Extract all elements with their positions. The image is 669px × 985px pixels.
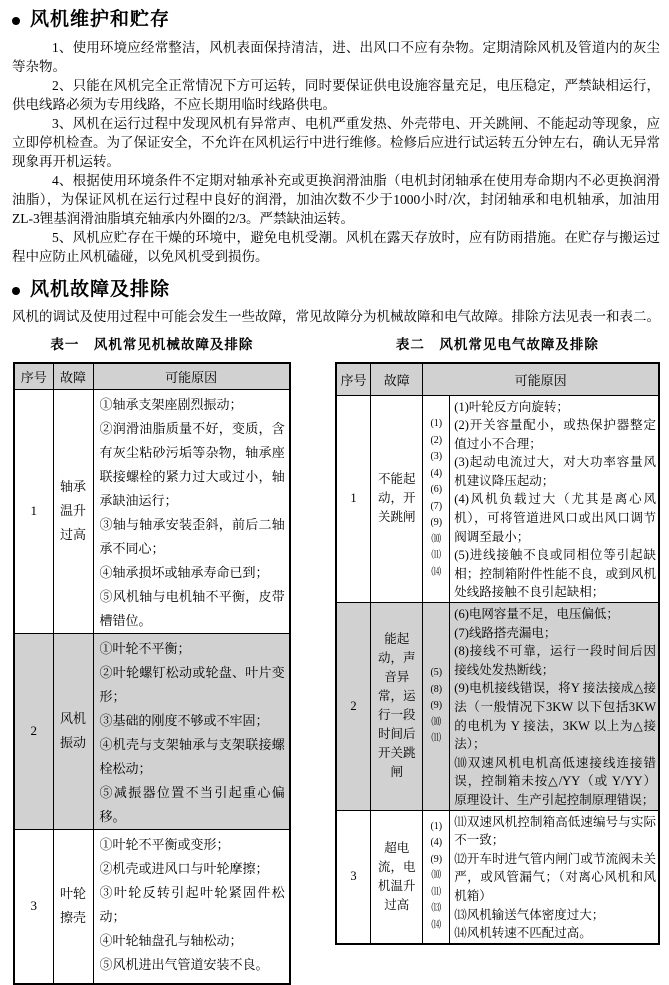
header-cell-fault: 故障 xyxy=(371,363,423,395)
electrical-fault-table-wrap xyxy=(335,336,660,945)
cause-line: ⑾双速风机控制箱高低速编号与实际不一致； xyxy=(454,814,656,848)
cause-line: ⒀风机输送气体密度过大； xyxy=(454,907,605,922)
paragraph: 1、使用环境应经常整洁，风机表面保持清洁，进、出风口不应有杂物。定期清除风机及管道内的灰尘等杂物。 xyxy=(12,40,660,74)
cause-line: ⑤减振器位置不当引起重心偏移。 xyxy=(99,784,285,824)
cause-line: (4)风机负载过大（尤其是离心风机），可将管道进风口或出风口调节阀调至最小； xyxy=(454,492,656,544)
ref-number: ⑾ xyxy=(431,733,442,745)
row-number-cell: 3 xyxy=(14,829,53,984)
ref-number: ⑾ xyxy=(431,550,442,562)
ref-number: ⒀ xyxy=(431,903,442,915)
cause-line: (7)线路搭壳漏电； xyxy=(454,625,557,640)
ref-number: ⑽ xyxy=(431,533,442,545)
cause-line: ①轴承支架座剧烈振动； xyxy=(99,396,243,412)
ref-number: ⑽ xyxy=(431,870,442,882)
paragraph: 5、风机应贮存在干燥的环境中，避免电机受潮。风机在露天存放时，应有防雨措施。在贮存与搬运过程中应防止风机磕碰，以免风机受到损伤。 xyxy=(12,230,660,264)
ref-number: ⑾ xyxy=(431,886,442,898)
mechanical-fault-table xyxy=(13,362,291,985)
causes-cell xyxy=(450,603,659,811)
causes-cell xyxy=(450,395,659,603)
causes-cell xyxy=(450,810,659,944)
paragraph: 2、只能在风机完全正常情况下方可运转，同时要保证供电设施容量充足，电压稳定，严禁缺相运行，供电线路必须为专用线路，不应长期用临时线路供电。 xyxy=(12,78,660,112)
cause-ref-numbers-cell xyxy=(423,603,450,811)
paragraph: 3、风机在运行过程中发现风机有异常声、电机严重发热、外壳带电、开关跳闸、不能起动等现象，应立即停机检查。为了保证安全，不允许在风机运行中进行维修。检修后应进行试运转五分钟左右，确认无异常现象再开机运转。 xyxy=(12,116,660,169)
fault-cell: 轴承温升过高 xyxy=(53,389,93,633)
causes-cell xyxy=(93,633,290,829)
cause-line: ②机壳或进风口与叶轮摩擦； xyxy=(99,860,269,876)
fault-cell: 超电流，电机温升过高 xyxy=(371,810,423,944)
cause-line: (6)电网容量不足，电压偏低； xyxy=(454,607,619,622)
cause-line: ⒁风机转速不匹配过高。 xyxy=(454,926,592,941)
ref-number: (1) xyxy=(430,418,443,430)
fault-cell: 叶轮擦壳 xyxy=(53,829,93,984)
ref-number: (1) xyxy=(430,820,443,832)
header-cell-fault: 故障 xyxy=(53,363,93,389)
table-row xyxy=(336,395,659,603)
cause-line: (3)起动电流过大，对大功率容量风机建议降压起动； xyxy=(454,455,656,488)
fault-cell: 能起动，声音异常，运行一段时间后开关跳闸 xyxy=(371,603,423,811)
section-heading-maintenance xyxy=(12,8,660,32)
table-header-row xyxy=(14,363,290,389)
cause-line: ③轴与轴承安装歪斜，前后二轴承不同心； xyxy=(99,516,285,556)
cause-line: ④轴承损坏或轴承寿命已到； xyxy=(99,564,269,580)
cause-line: ②叶轮螺钉松动或轮盘、叶片变形； xyxy=(99,664,285,704)
tables-region xyxy=(12,336,660,985)
table-row xyxy=(14,389,290,633)
causes-cell xyxy=(93,829,290,984)
cause-line: ②润滑油脂质量不好，变质，含有灰尘粘砂污垢等杂物，轴承座联接螺栓的紧力过大或过小，轴承缺油运行； xyxy=(99,420,285,508)
cause-line: ④机壳与支架轴承与支架联接螺栓松动； xyxy=(99,736,285,776)
cause-line: ⑤风机进出气管道安装不良。 xyxy=(99,956,269,972)
ref-number: (9) xyxy=(430,517,443,529)
section-heading-faults xyxy=(12,278,660,302)
cause-line: ③基础的刚度不够或不牢固； xyxy=(99,712,269,728)
header-cell-cause: 可能原因 xyxy=(423,363,659,395)
bullet-icon xyxy=(12,17,20,25)
paragraph: 4、根据使用环境条件不定期对轴承补充或更换润滑油脂（电机封闭轴承在使用寿命期内不必更换润滑油脂），为保证风机在运行过程中良好的润滑，加油次数不少于1000小时/次，封闭轴承和电机轴承，加油用ZL-3锂基润滑油脂填充轴承内外圈的2/3。严禁缺油运转。 xyxy=(12,173,660,226)
cause-line: (5)进线接触不良或同相位等引起缺相；控制箱附件性能不良，或到风机处线路接触不良引起缺相； xyxy=(454,548,656,600)
cause-line: ⑿开车时进气管内闸门或节流阀未关严，或风管漏气；（对离心风机和风机箱） xyxy=(454,851,656,903)
row-number-cell: 2 xyxy=(336,603,371,811)
cause-ref-numbers-cell xyxy=(423,395,450,603)
ref-number: ⑽ xyxy=(431,716,442,728)
ref-number: (9) xyxy=(430,700,443,712)
table-row xyxy=(14,829,290,984)
row-number-cell: 3 xyxy=(336,810,371,944)
row-number-cell: 1 xyxy=(336,395,371,603)
table2-caption: 表二 风机常见电气故障及排除 xyxy=(395,337,599,352)
ref-number: ⒁ xyxy=(431,566,442,578)
cause-line: (9)电机接线错误，将Y 接法接成△接法（一般情况下3KW 以下包括3KW 的电机为 Y 接法，3KW 以上为△接法）； xyxy=(454,681,656,752)
row-number-cell: 2 xyxy=(14,633,53,829)
ref-number: (5) xyxy=(430,667,443,679)
section-title-faults: 风机故障及排除 xyxy=(30,279,171,300)
table-row xyxy=(336,603,659,811)
cause-line: ①叶轮不平衡； xyxy=(99,640,191,656)
cause-line: ①叶轮不平衡或变形； xyxy=(99,836,230,852)
ref-number: (2) xyxy=(430,434,443,446)
cause-ref-numbers-cell xyxy=(423,810,450,944)
ref-number: (4) xyxy=(430,467,443,479)
cause-line: (2)开关容量配小，或热保护器整定值过小不合理； xyxy=(454,418,656,451)
table1-caption: 表一 风机常见机械故障及排除 xyxy=(50,337,254,352)
cause-line: ⑽双速风机电机高低速接线连接错误，控制箱未按△/YY（或 Y/YY）原理设计、生产引起控制原理错误； xyxy=(454,755,656,807)
ref-number: (4) xyxy=(430,837,443,849)
cause-line: ⑤风机轴与电机轴不平衡，皮带槽错位。 xyxy=(99,588,285,628)
causes-cell xyxy=(93,389,290,633)
ref-number: (8) xyxy=(430,683,443,695)
faults-intro-paragraph: 风机的调试及使用过程中可能会发生一些故障，常见故障分为机械故障和电气故障。排除方法见表一和表二。 xyxy=(12,309,660,324)
table-header-row xyxy=(336,363,659,395)
ref-number: (7) xyxy=(430,500,443,512)
ref-number: ⒁ xyxy=(431,919,442,931)
header-cell-no: 序号 xyxy=(336,363,371,395)
row-number-cell: 1 xyxy=(14,389,53,633)
cause-line: (8)接线不可靠，运行一段时间后因接线处发热断线； xyxy=(454,644,656,677)
fault-cell: 风机振动 xyxy=(53,633,93,829)
header-cell-no: 序号 xyxy=(14,363,53,389)
section-title-maintenance: 风机维护和贮存 xyxy=(30,9,171,30)
bullet-icon xyxy=(12,287,20,295)
electrical-fault-table xyxy=(335,362,660,945)
cause-line: ④叶轮轴盘孔与轴松动； xyxy=(99,932,243,948)
maintenance-paragraphs xyxy=(12,38,660,266)
mechanical-fault-table-wrap xyxy=(13,336,291,985)
cause-line: (1)叶轮反方向旋转； xyxy=(454,399,569,414)
table-row xyxy=(14,633,290,829)
ref-number: (9) xyxy=(430,853,443,865)
header-cell-cause: 可能原因 xyxy=(93,363,290,389)
ref-number: (6) xyxy=(430,484,443,496)
fault-cell: 不能起动，开关跳闸 xyxy=(371,395,423,603)
cause-line: ③叶轮反转引起叶轮紧固件松动； xyxy=(99,884,285,924)
table-row xyxy=(336,810,659,944)
ref-number: (3) xyxy=(430,451,443,463)
